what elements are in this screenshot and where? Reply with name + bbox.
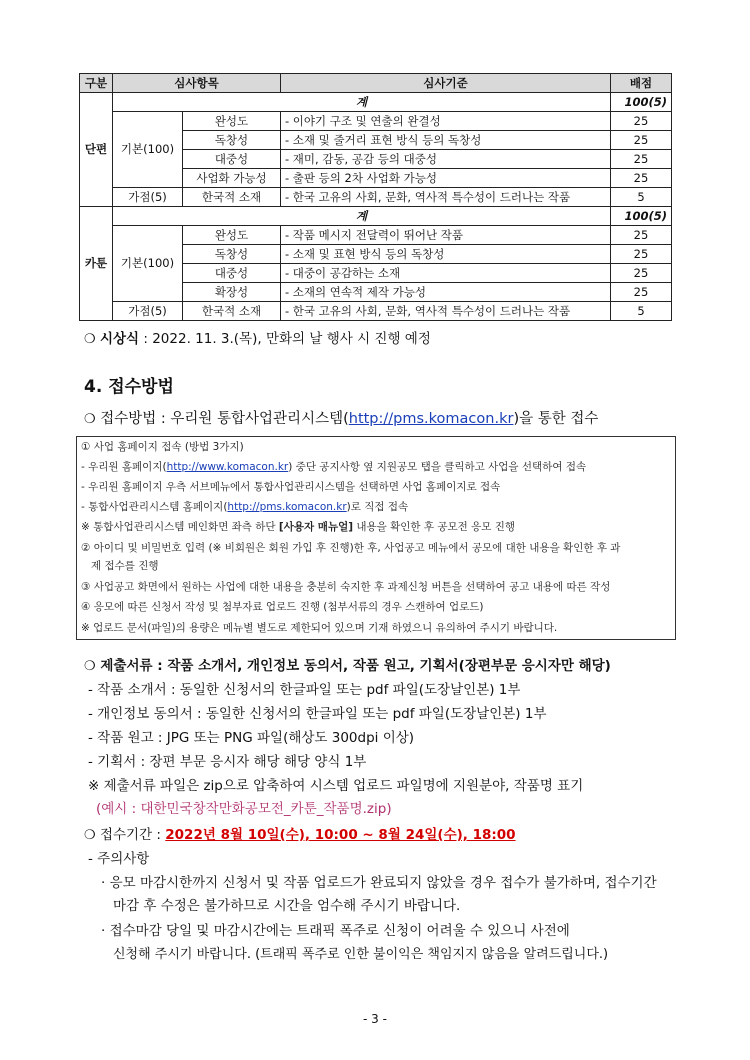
table-row [80, 207, 672, 226]
table-row [80, 188, 672, 207]
docs-item: - 개인정보 동의서 : 동일한 신청서의 한글파일 또는 pdf 파일(도장날인본) 1부 [88, 706, 547, 722]
circle-bullet-icon: ❍ [84, 828, 96, 843]
page-number: - 3 - [363, 1012, 387, 1026]
category-cell: 단편 [80, 93, 113, 207]
docs-title-line [84, 654, 611, 674]
total-score: 100(5) [611, 207, 672, 226]
box-line: ② 아이디 및 비밀번호 입력 (※ 비회원은 회원 가입 후 진행)한 후, 사업공고 메뉴에서 공모에 대한 내용을 확인한 후 과 [81, 542, 621, 554]
notice-line: 신청해 주시기 바랍니다. (트래픽 폭주로 인한 불이익은 책임지지 않음을 알려드립니다.) [113, 947, 609, 962]
method-suffix: )을 통한 접수 [513, 411, 599, 427]
box-line: ※ 업로드 문서(파일)의 용량은 메뉴별 별도로 제한되어 있으며 기재 하였으니 유의하여 주시기 바랍니다. [81, 622, 558, 634]
docs-note: ※ 제출서류 파일은 zip으로 압축하여 시스템 업로드 파일명에 지원분야, 작품명 표기 [88, 778, 584, 794]
box-text: - 우리원 홈페이지( [81, 461, 167, 473]
item-cell: 완성도 [183, 112, 281, 131]
ceremony-text: : 2022. 11. 3.(목), 만화의 날 행사 시 진행 예정 [143, 331, 431, 347]
total-label: 계 [113, 207, 611, 226]
notice-line: 마감 후 수정은 불가하므로 시간을 엄수해 주시기 바랍니다. [113, 898, 461, 914]
criteria-cell: - 한국 고유의 사회, 문화, 역사적 특수성이 드러나는 작품 [281, 188, 611, 207]
item-cell: 독창성 [183, 245, 281, 264]
criteria-cell: - 이야기 구조 및 연출의 완결성 [281, 112, 611, 131]
box-line [81, 499, 408, 514]
group-bonus: 가점(5) [113, 302, 183, 321]
docs-item: - 작품 원고 : JPG 또는 PNG 파일(해상도 300dpi 이상) [88, 730, 415, 746]
item-cell: 사업화 가능성 [183, 169, 281, 188]
box-text: )로 직접 접속 [346, 501, 409, 513]
score-cell: 5 [611, 188, 672, 207]
table-row [80, 112, 672, 131]
item-cell: 대중성 [183, 264, 281, 283]
criteria-cell: - 재미, 감동, 공감 등의 대중성 [281, 150, 611, 169]
score-cell: 25 [611, 245, 672, 264]
box-line: ③ 사업공고 화면에서 원하는 사업에 대한 내용을 충분히 숙지한 후 과제신청 버튼을 선택하여 공고 내용에 따른 작성 [81, 581, 611, 593]
table-row [80, 302, 672, 321]
score-cell: 5 [611, 302, 672, 321]
docs-title: 제출서류 : 작품 소개서, 개인정보 동의서, 작품 원고, 기획서(장편부문 응시자만 해당) [100, 658, 611, 674]
category-cell: 카툰 [80, 207, 113, 321]
period-value: 2022년 8월 10일(수), 10:00 ~ 8월 24일(수), 18:00 [165, 827, 516, 843]
docs-item: - 작품 소개서 : 동일한 신청서의 한글파일 또는 pdf 파일(도장날인본) 1부 [88, 682, 521, 698]
group-basic: 기본(100) [113, 112, 183, 188]
period-label: 접수기간 : [99, 827, 161, 843]
box-text: ※ 통합사업관리시스템 메인화면 좌측 하단 [81, 521, 279, 533]
total-score: 100(5) [611, 93, 672, 112]
ceremony-line [84, 327, 431, 347]
criteria-cell: - 한국 고유의 사회, 문화, 역사적 특수성이 드러나는 작품 [281, 302, 611, 321]
item-cell: 독창성 [183, 131, 281, 150]
pms-link[interactable]: http://pms.komacon.kr [348, 411, 514, 427]
pms-link[interactable]: http://pms.komacon.kr [227, 501, 347, 513]
group-bonus: 가점(5) [113, 188, 183, 207]
box-line: 제 접수를 진행 [91, 560, 159, 572]
header-item: 심사항목 [113, 74, 281, 93]
item-cell: 완성도 [183, 226, 281, 245]
box-text: ) 중단 공지사항 옆 지원공모 탭을 클릭하고 사업을 선택하여 접속 [288, 461, 587, 473]
item-cell: 한국적 소재 [183, 302, 281, 321]
total-label: 계 [113, 93, 611, 112]
item-cell: 한국적 소재 [183, 188, 281, 207]
box-text: 내용을 확인한 후 공모전 응모 진행 [353, 521, 516, 533]
item-cell: 확장성 [183, 283, 281, 302]
docs-item: - 기획서 : 장편 부문 응시자 해당 해당 양식 1부 [88, 754, 367, 770]
criteria-cell: - 소재의 연속적 제작 가능성 [281, 283, 611, 302]
criteria-cell: - 대중이 공감하는 소재 [281, 264, 611, 283]
box-line [81, 519, 515, 534]
user-manual-label: [사용자 매뉴얼] [278, 521, 354, 533]
score-cell: 25 [611, 264, 672, 283]
table-header-row [80, 74, 672, 93]
instruction-box [76, 436, 676, 640]
notice-line: · 접수마감 당일 및 마감시간에는 트래픽 폭주로 신청이 어려울 수 있으니 사전에 [101, 923, 570, 939]
box-line: ① 사업 홈페이지 접속 (방법 3가지) [81, 441, 244, 453]
table-row [80, 93, 672, 112]
criteria-cell: - 출판 등의 2차 사업화 가능성 [281, 169, 611, 188]
table-row [80, 226, 672, 245]
komacon-link[interactable]: http://www.komacon.kr [166, 461, 289, 473]
ceremony-label: 시상식 [99, 331, 140, 347]
evaluation-criteria-table [79, 73, 672, 321]
header-criteria: 심사기준 [281, 74, 611, 93]
circle-bullet-icon: ❍ [84, 332, 96, 347]
method-line [84, 407, 598, 428]
notice-line: · 응모 마감시한까지 신청서 및 작품 업로드가 완료되지 않았을 경우 접수가 불가하며, 접수기간 [101, 875, 657, 891]
notice-title: - 주의사항 [88, 851, 150, 867]
docs-example: (예시 : 대한민국창작만화공모전_카툰_작품명.zip) [96, 801, 392, 817]
box-line: ④ 응모에 따른 신청서 작성 및 첨부자료 업로드 진행 (첨부서류의 경우 스캔하여 업로드) [81, 601, 484, 613]
criteria-cell: - 소재 및 줄거리 표현 방식 등의 독창성 [281, 131, 611, 150]
group-basic: 기본(100) [113, 226, 183, 302]
score-cell: 25 [611, 150, 672, 169]
box-line [81, 459, 586, 474]
method-prefix: 접수방법 : 우리원 통합사업관리시스템( [100, 411, 349, 427]
criteria-cell: - 작품 메시지 전달력이 뛰어난 작품 [281, 226, 611, 245]
section-heading: 4. 접수방법 [84, 377, 174, 397]
header-category: 구분 [80, 74, 113, 93]
item-cell: 대중성 [183, 150, 281, 169]
score-cell: 25 [611, 131, 672, 150]
score-cell: 25 [611, 169, 672, 188]
box-text: - 통합사업관리시스템 홈페이지( [81, 501, 228, 513]
score-cell: 25 [611, 112, 672, 131]
score-cell: 25 [611, 226, 672, 245]
period-line [84, 823, 516, 843]
circle-bullet-icon: ❍ [84, 659, 96, 674]
circle-bullet-icon: ❍ [84, 412, 96, 427]
criteria-cell: - 소재 및 표현 방식 등의 독창성 [281, 245, 611, 264]
header-score: 배점 [611, 74, 672, 93]
score-cell: 25 [611, 283, 672, 302]
box-line: - 우리원 홈페이지 우측 서브메뉴에서 통합사업관리시스템을 선택하면 사업 홈페이지로 접속 [81, 481, 501, 493]
